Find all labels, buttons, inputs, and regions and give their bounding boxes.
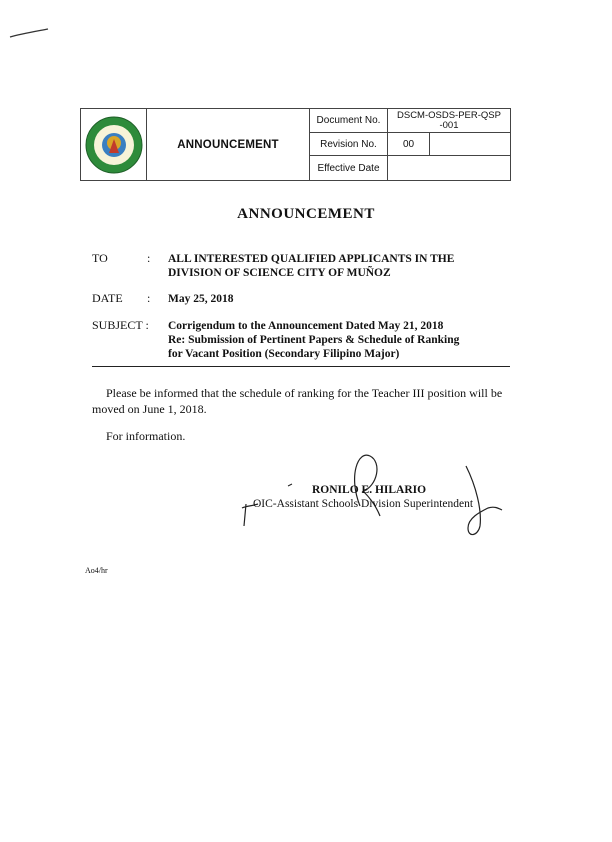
date-label: DATE [92, 291, 123, 305]
closing-line: For information. [106, 429, 186, 443]
scan-mark [8, 26, 50, 40]
subject-label: SUBJECT : [92, 318, 149, 332]
document-no-label: Document No. [310, 109, 388, 133]
handwritten-signature [230, 446, 530, 546]
logo-cell [81, 109, 147, 180]
body-line-2: moved on June 1, 2018. [92, 402, 207, 416]
document-no-value: DSCM-OSDS-PER-QSP -001 [388, 109, 510, 133]
subject-value [168, 319, 459, 361]
page-heading: ANNOUNCEMENT [237, 206, 375, 222]
signatory-name: RONILO E. HILARIO [312, 484, 427, 496]
revision-no-value: 00 [388, 133, 430, 156]
header-divider [92, 366, 510, 367]
header-title: ANNOUNCEMENT [147, 109, 310, 180]
subject-line-2: Re: Submission of Pertinent Papers & Schedule of Ranking [168, 334, 460, 346]
date-colon: : [147, 291, 151, 305]
body-line-1: Please be informed that the schedule of ranking for the Teacher III position will be [106, 386, 503, 400]
document-header-table [80, 108, 511, 181]
effective-date-label: Effective Date [310, 156, 388, 180]
date-value: May 25, 2018 [168, 293, 234, 305]
signatory-title: OIC-Assistant Schools Division Superintendent [253, 498, 474, 510]
to-value [168, 252, 454, 280]
reference-initials: Ao4/hr [85, 566, 108, 575]
revision-blank-cell [430, 133, 510, 156]
body-paragraph [92, 385, 512, 417]
to-line-2: DIVISION OF SCIENCE CITY OF MUÑOZ [168, 267, 391, 279]
division-seal-logo [81, 109, 147, 180]
subject-line-3: for Vacant Position (Secondary Filipino Major) [168, 348, 400, 360]
to-line-1: ALL INTERESTED QUALIFIED APPLICANTS IN THE [168, 253, 455, 265]
to-colon: : [147, 251, 151, 265]
subject-line-1: Corrigendum to the Announcement Dated May 21, 2018 [168, 320, 444, 332]
effective-date-value [388, 156, 510, 180]
to-label: TO [92, 251, 108, 265]
revision-no-label: Revision No. [310, 133, 388, 156]
